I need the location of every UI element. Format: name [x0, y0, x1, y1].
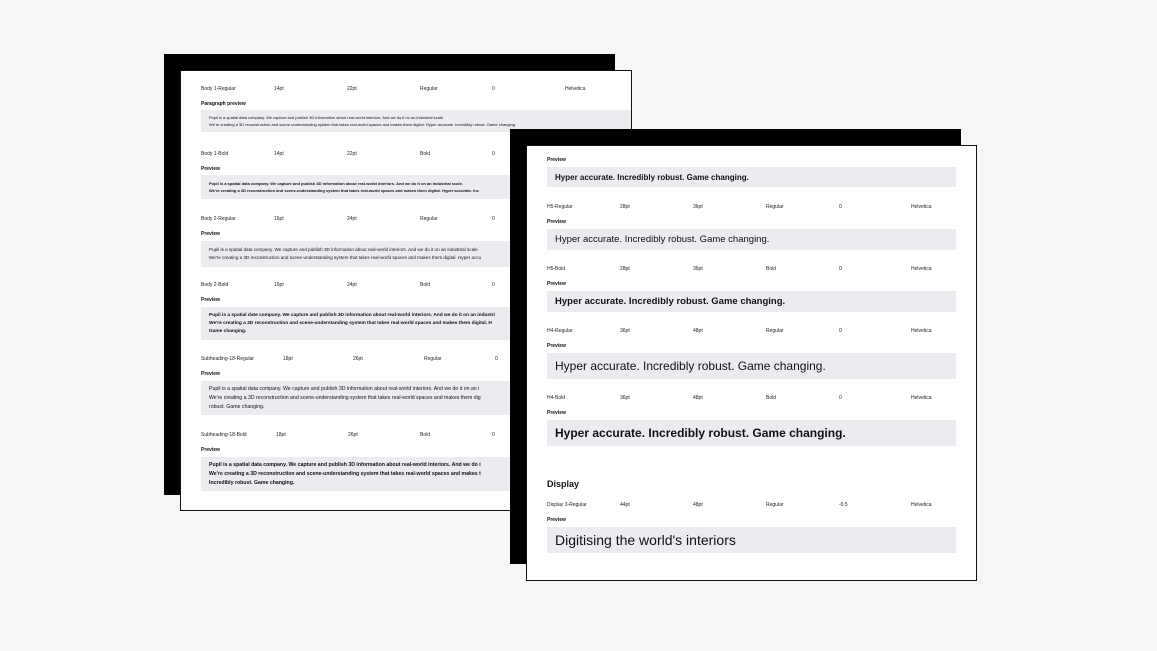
- font-family: Helvetica: [911, 266, 932, 272]
- preview-box: Hyper accurate. Incredibly robust. Game changing.: [547, 291, 956, 312]
- preview-box: Pupil is a spatial data company. We capture and publish 3D information about real-world interiors. And we do it on an i We're creating a 3D reconstruction and scene-understanding system that takes real-world spaces and makes them dig robust. Game changing.: [201, 381, 632, 415]
- preview-box: Hyper accurate. Incredibly robust. Game changing.: [547, 167, 956, 187]
- font-weight: Bold: [420, 282, 431, 288]
- letter-spacing: 0: [839, 204, 842, 210]
- font-size: 14pt: [274, 86, 284, 92]
- style-name: H5-Regular: [547, 204, 573, 210]
- spec-row: [527, 395, 976, 405]
- preview-label: Preview: [201, 166, 220, 172]
- font-weight: Regular: [424, 356, 442, 362]
- font-family: Helvetica: [565, 86, 586, 92]
- preview-box: Digitising the world's interiors: [547, 527, 956, 553]
- letter-spacing: 0: [495, 356, 498, 362]
- style-name: Subheading-18-Regular: [201, 356, 255, 362]
- preview-label: Preview: [547, 157, 566, 163]
- font-weight: Regular: [420, 86, 438, 92]
- font-weight: Regular: [766, 204, 784, 210]
- preview-label: Preview: [547, 517, 566, 523]
- font-size: 16pt: [274, 282, 284, 288]
- style-name: Body 1-Regular: [201, 86, 236, 92]
- letter-spacing: 0: [839, 266, 842, 272]
- style-name: Subheading-18-Bold: [201, 432, 247, 438]
- font-family: Helvetica: [911, 502, 932, 508]
- line-height: 36pt: [693, 204, 703, 210]
- font-size: 28pt: [620, 204, 630, 210]
- style-name: H4-Regular: [547, 328, 573, 334]
- style-name: Display 3-Regular: [547, 502, 587, 508]
- line-height: 24pt: [347, 216, 357, 222]
- font-size: 18pt: [283, 356, 293, 362]
- font-size: 36pt: [620, 328, 630, 334]
- preview-box: Pupil is a spatial data company. We capture and publish 3D information about real-world interiors. And we do it on an industrial scale. We're creating a 3D reconstruction and scene-understanding system that takes real-world spaces and makes them digital. Hyper accurate. Incredibly robust. Game changing.: [201, 110, 632, 132]
- letter-spacing: 0: [492, 86, 495, 92]
- line-height: 24pt: [347, 282, 357, 288]
- spec-row: [527, 328, 976, 338]
- letter-spacing: 0: [492, 216, 495, 222]
- font-family: Helvetica: [911, 328, 932, 334]
- font-family: Helvetica: [911, 204, 932, 210]
- font-weight: Bold: [766, 266, 777, 272]
- preview-box: Hyper accurate. Incredibly robust. Game changing.: [547, 229, 956, 250]
- preview-label: Preview: [201, 447, 220, 453]
- line-height: 22pt: [347, 151, 357, 157]
- font-size: 14pt: [274, 151, 284, 157]
- style-name: H5-Bold: [547, 266, 566, 272]
- line-height: 22pt: [347, 86, 357, 92]
- letter-spacing: 0: [492, 432, 495, 438]
- font-weight: Bold: [420, 432, 431, 438]
- font-family: Helvetica: [911, 395, 932, 401]
- preview-box: Pupil is a spatial data company. We capture and publish 3D information about real-world interiors. And we do it on an industrial scale. We're creating a 3D reconstruction and scene-understanding system that takes real-world spaces and makes them digital. Hyper accurate. Inc: [201, 175, 632, 199]
- preview-label: Preview: [547, 410, 566, 416]
- preview-box: Hyper accurate. Incredibly robust. Game changing.: [547, 353, 956, 379]
- preview-label: Preview: [201, 231, 220, 237]
- font-size: 18pt: [276, 432, 286, 438]
- preview-label: Preview: [547, 343, 566, 349]
- letter-spacing: 0: [492, 151, 495, 157]
- spec-row: [181, 86, 631, 96]
- section-title: Display: [547, 479, 580, 489]
- right-spec-sheet: [526, 145, 977, 581]
- preview-label: Preview: [201, 371, 220, 377]
- font-size: 28pt: [620, 266, 630, 272]
- font-weight: Bold: [420, 151, 431, 157]
- spec-row: [527, 266, 976, 276]
- line-height: 36pt: [693, 266, 703, 272]
- spec-row: [527, 204, 976, 214]
- preview-box: Pupil is a spatial data company. We capture and publish 3D information about real-world interiors. And we do i We're creating a 3D reconstruction and scene-understanding system that takes real-world spaces and makes t Incredibly robust. Game changing.: [201, 457, 632, 491]
- line-height: 26pt: [348, 432, 358, 438]
- line-height: 48pt: [693, 395, 703, 401]
- letter-spacing: 0: [839, 395, 842, 401]
- preview-label: Preview: [547, 281, 566, 287]
- preview-box: Pupil is a spatial data company. We capture and publish 3D information about real-world interiors. And we do it on an industrial scale. We're creating a 3D reconstruction and scene-understanding system that takes real-world spaces and makes them digital. Hyper accu: [201, 241, 632, 267]
- preview-box: Pupil is a spatial date company. We capture and publish 3D information about real-world interiors. And we do it on an industri We're creating a 3D reconstruction and scene-understanding system that takes real-world spaces and makes them digital. H Game changing.: [201, 307, 632, 340]
- font-size: 16pt: [274, 216, 284, 222]
- style-name: Body 2-Regular: [201, 216, 236, 222]
- font-size: 44pt: [620, 502, 630, 508]
- line-height: 26pt: [353, 356, 363, 362]
- spec-row: [527, 502, 976, 512]
- font-weight: Regular: [766, 328, 784, 334]
- letter-spacing: -0.5: [839, 502, 848, 508]
- style-name: H4-Bold: [547, 395, 566, 401]
- font-weight: Regular: [420, 216, 438, 222]
- preview-label: Preview: [201, 297, 220, 303]
- style-name: Body 1-Bold: [201, 151, 229, 157]
- letter-spacing: 0: [492, 282, 495, 288]
- line-height: 48pt: [693, 502, 703, 508]
- font-weight: Bold: [766, 395, 777, 401]
- letter-spacing: 0: [839, 328, 842, 334]
- line-height: 48pt: [693, 328, 703, 334]
- font-weight: Regular: [766, 502, 784, 508]
- font-size: 36pt: [620, 395, 630, 401]
- preview-label: Preview: [547, 219, 566, 225]
- preview-box: Hyper accurate. Incredibly robust. Game changing.: [547, 420, 956, 446]
- style-name: Body 2-Bold: [201, 282, 229, 288]
- preview-label: Paragraph preview: [201, 101, 246, 107]
